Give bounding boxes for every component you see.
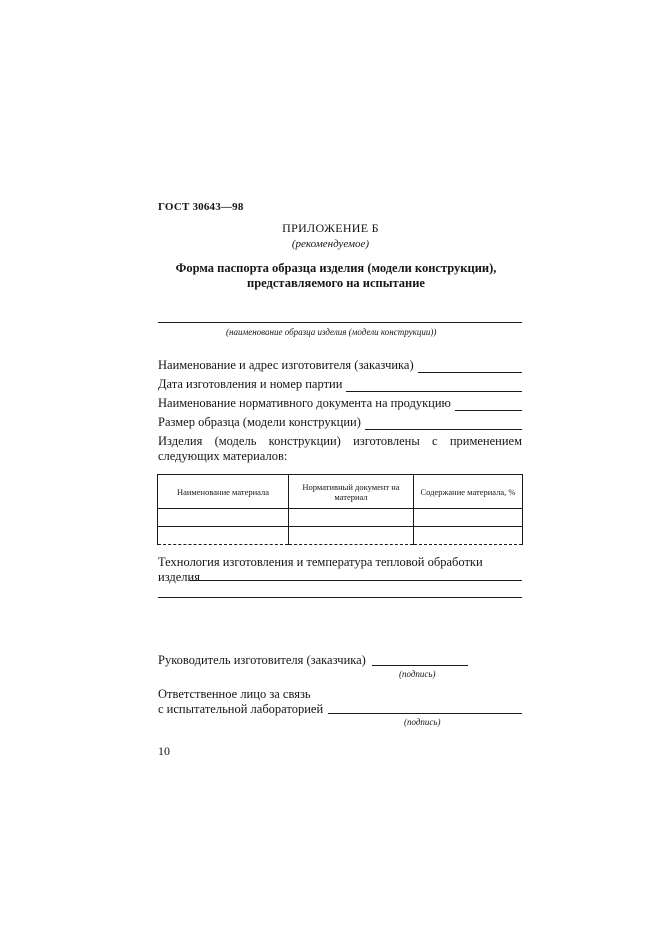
table-row <box>158 509 523 527</box>
responsible-label-line1: Ответственное лицо за связь <box>158 687 311 701</box>
technology-field-extra[interactable] <box>158 597 522 598</box>
sample-size-field[interactable] <box>365 417 522 430</box>
head-signature-label: Руководитель изготовителя (заказчика) <box>158 653 366 667</box>
form-title <box>150 261 522 291</box>
table-cell[interactable] <box>158 509 289 527</box>
table-cell[interactable] <box>414 527 523 545</box>
normative-doc-label: Наименование нормативного документа на продукцию <box>158 396 451 410</box>
normative-doc-field[interactable] <box>455 398 522 411</box>
form-title-line1: Форма паспорта образца изделия (модели конструкции), <box>175 261 497 275</box>
appendix-title: ПРИЛОЖЕНИЕ Б <box>282 221 379 235</box>
appendix-note: (рекомендуемое) <box>291 238 370 250</box>
date-batch-label: Дата изготовления и номер партии <box>158 377 343 391</box>
materials-table <box>157 474 523 545</box>
sample-size-row <box>158 415 522 430</box>
sample-name-caption: (наименование образца изделия (модели конструкции)) <box>226 327 437 337</box>
table-cell[interactable] <box>414 509 523 527</box>
technology-label: Технология изготовления и температура тепловой обработки изделия <box>158 555 483 584</box>
table-cell[interactable] <box>158 527 289 545</box>
normative-doc-row <box>158 396 522 411</box>
responsible-signature-caption: (подпись) <box>404 717 441 727</box>
col-normative-doc: Нормативный документ на материал <box>289 475 414 509</box>
manufacturer-label: Наименование и адрес изготовителя (заказчика) <box>158 358 414 372</box>
col-material-name: Наименование материала <box>158 475 289 509</box>
date-batch-row <box>158 377 522 392</box>
responsible-signature-field[interactable] <box>328 713 522 714</box>
materials-paragraph: Изделия (модель конструкции) изготовлены с применением следующих материалов: <box>158 434 522 463</box>
manufacturer-row <box>158 358 522 373</box>
sample-size-label: Размер образца (модели конструкции) <box>158 415 361 429</box>
technology-field[interactable] <box>190 580 522 581</box>
sample-name-field[interactable] <box>158 322 522 323</box>
manufacturer-field[interactable] <box>418 360 522 373</box>
standard-code: ГОСТ 30643—98 <box>158 201 244 213</box>
head-signature-field[interactable] <box>372 665 468 666</box>
page-number: 10 <box>158 744 170 758</box>
form-title-line2: представляемого на испытание <box>247 276 425 290</box>
responsible-label-line2: с испытательной лабораторией <box>158 702 324 716</box>
col-material-content: Содержание материала, % <box>414 475 523 509</box>
table-row <box>158 527 523 545</box>
date-batch-field[interactable] <box>346 379 522 392</box>
head-signature-caption: (подпись) <box>399 669 436 679</box>
table-cell[interactable] <box>289 509 414 527</box>
table-header-row <box>158 475 523 509</box>
table-cell[interactable] <box>289 527 414 545</box>
